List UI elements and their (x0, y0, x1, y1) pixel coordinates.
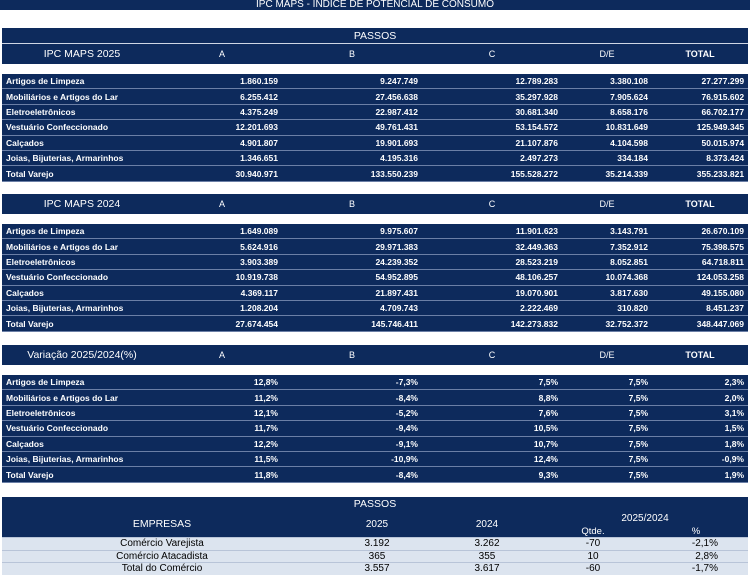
value-2025: 3.557 (322, 563, 432, 575)
cell-b: 133.550.239 (282, 166, 422, 181)
cell-c: 12,4% (422, 451, 562, 466)
cell-a: 1.208.204 (162, 300, 282, 315)
company-label: Comércio Varejista (2, 538, 322, 551)
row-label: Vestuário Confeccionado (2, 120, 162, 135)
cell-total: 66.702.177 (652, 104, 748, 119)
cell-b: 21.897.431 (282, 285, 422, 300)
cell-de: 310.820 (562, 300, 652, 315)
cell-a: 12.201.693 (162, 120, 282, 135)
total-row (2, 166, 748, 181)
cell-de: 32.752.372 (562, 316, 652, 331)
cell-c: 19.070.901 (422, 285, 562, 300)
cell-de: 3.817.630 (562, 285, 652, 300)
total-row (2, 316, 748, 331)
table-row (2, 74, 748, 89)
cell-c: 48.106.257 (422, 270, 562, 285)
cell-de: 7,5% (562, 467, 652, 482)
cell-b: 29.971.383 (282, 239, 422, 254)
row-label: Joias, Bijuterias, Armarinhos (2, 451, 162, 466)
cell-a: 11,2% (162, 390, 282, 405)
cell-a: 1.346.651 (162, 150, 282, 165)
empresas-header: EMPRESAS (2, 511, 322, 538)
cell-c: 28.523.219 (422, 254, 562, 269)
cell-a: 11,5% (162, 451, 282, 466)
cell-c: 7,6% (422, 405, 562, 420)
table-title: IPC MAPS 2024 (2, 194, 162, 214)
cell-b: -9,4% (282, 421, 422, 436)
value-qtde: -60 (542, 563, 644, 575)
cell-total: 76.915.602 (652, 89, 748, 104)
col-header-c: C (422, 44, 562, 64)
cell-c: 2.497.273 (422, 150, 562, 165)
cell-c: 7,5% (422, 375, 562, 390)
cell-c: 155.528.272 (422, 166, 562, 181)
cell-a: 1.860.159 (162, 74, 282, 89)
cell-a: 11,8% (162, 467, 282, 482)
table-row (2, 150, 748, 165)
table-row (2, 104, 748, 119)
table-row (2, 421, 748, 436)
variation-table (2, 345, 748, 483)
spacer (2, 365, 748, 376)
variation-header: 2025/2024 (542, 511, 748, 525)
cell-total: 75.398.575 (652, 239, 748, 254)
cell-de: 8.658.176 (562, 104, 652, 119)
cell-a: 12,2% (162, 436, 282, 451)
value-pct: 2,8% (644, 550, 748, 563)
table-row (2, 300, 748, 315)
year-2024-header: 2024 (432, 511, 542, 538)
cell-b: -9,1% (282, 436, 422, 451)
cell-de: 7,5% (562, 390, 652, 405)
cell-de: 7,5% (562, 405, 652, 420)
cell-c: 10,5% (422, 421, 562, 436)
cell-total: 1,5% (652, 421, 748, 436)
cell-c: 30.681.340 (422, 104, 562, 119)
cell-de: 7.352.912 (562, 239, 652, 254)
cell-total: 27.277.299 (652, 74, 748, 89)
value-2025: 365 (322, 550, 432, 563)
cell-b: -5,2% (282, 405, 422, 420)
cell-total: 8.451.237 (652, 300, 748, 315)
total-row (2, 467, 748, 482)
cell-de: 7,5% (562, 451, 652, 466)
cell-a: 27.674.454 (162, 316, 282, 331)
row-label: Calçados (2, 135, 162, 150)
row-label: Eletroeletrônicos (2, 104, 162, 119)
col-header-c: C (422, 345, 562, 365)
company-row (2, 563, 748, 575)
row-label: Eletroeletrônicos (2, 254, 162, 269)
table-title: IPC MAPS 2025 (2, 44, 162, 64)
cell-total: 348.447.069 (652, 316, 748, 331)
row-label: Joias, Bijuterias, Armarinhos (2, 150, 162, 165)
cell-b: 27.456.638 (282, 89, 422, 104)
cell-c: 21.107.876 (422, 135, 562, 150)
cell-b: 24.239.352 (282, 254, 422, 269)
cell-b: 9.975.607 (282, 224, 422, 239)
col-header-total: TOTAL (652, 194, 748, 214)
row-label: Total Varejo (2, 316, 162, 331)
cell-a: 3.903.389 (162, 254, 282, 269)
cell-a: 11,7% (162, 421, 282, 436)
cell-total: -0,9% (652, 451, 748, 466)
col-header-a: A (162, 345, 282, 365)
value-2024: 3.262 (432, 538, 542, 551)
col-header-c: C (422, 194, 562, 214)
value-qtde: 10 (542, 550, 644, 563)
cell-total: 355.233.821 (652, 166, 748, 181)
col-header-a: A (162, 194, 282, 214)
cell-total: 3,1% (652, 405, 748, 420)
table-row (2, 436, 748, 451)
value-2025: 3.192 (322, 538, 432, 551)
company-row (2, 550, 748, 563)
cell-de: 3.143.791 (562, 224, 652, 239)
col-header-total: TOTAL (652, 345, 748, 365)
passos-header: PASSOS (2, 28, 748, 44)
table-row (2, 390, 748, 405)
cell-c: 11.901.623 (422, 224, 562, 239)
table-row (2, 224, 748, 239)
cell-a: 12,1% (162, 405, 282, 420)
cell-a: 4.369.117 (162, 285, 282, 300)
col-header-de: D/E (562, 194, 652, 214)
table-row (2, 405, 748, 420)
table-row (2, 270, 748, 285)
cell-b: 54.952.895 (282, 270, 422, 285)
table-row (2, 89, 748, 104)
cell-total: 1,8% (652, 436, 748, 451)
passos-header: PASSOS (2, 497, 748, 511)
cell-total: 49.155.080 (652, 285, 748, 300)
cell-a: 30.940.971 (162, 166, 282, 181)
company-label: Comércio Atacadista (2, 550, 322, 563)
company-label: Total do Comércio (2, 563, 322, 575)
table-row (2, 375, 748, 390)
row-label: Joias, Bijuterias, Armarinhos (2, 300, 162, 315)
row-label: Mobiliários e Artigos do Lar (2, 239, 162, 254)
cell-de: 3.380.108 (562, 74, 652, 89)
table-row (2, 239, 748, 254)
col-header-de: D/E (562, 44, 652, 64)
cell-c: 53.154.572 (422, 120, 562, 135)
cell-a: 12,8% (162, 375, 282, 390)
row-label: Vestuário Confeccionado (2, 270, 162, 285)
cell-total: 8.373.424 (652, 150, 748, 165)
cell-b: 4.195.316 (282, 150, 422, 165)
cell-de: 10.831.649 (562, 120, 652, 135)
value-2024: 355 (432, 550, 542, 563)
value-2024: 3.617 (432, 563, 542, 575)
cell-de: 334.184 (562, 150, 652, 165)
cell-b: 19.901.693 (282, 135, 422, 150)
row-label: Total Varejo (2, 467, 162, 482)
col-header-b: B (282, 194, 422, 214)
cell-total: 64.718.811 (652, 254, 748, 269)
qtde-header: Qtde. (542, 525, 644, 538)
cell-c: 10,7% (422, 436, 562, 451)
value-qtde: -70 (542, 538, 644, 551)
cell-c: 8,8% (422, 390, 562, 405)
cell-c: 2.222.469 (422, 300, 562, 315)
company-row (2, 538, 748, 551)
cell-a: 4.901.807 (162, 135, 282, 150)
cell-b: 4.709.743 (282, 300, 422, 315)
year-2025-header: 2025 (322, 511, 432, 538)
cell-total: 125.949.345 (652, 120, 748, 135)
col-header-total: TOTAL (652, 44, 748, 64)
cell-b: -8,4% (282, 390, 422, 405)
row-label: Artigos de Limpeza (2, 224, 162, 239)
cell-total: 2,0% (652, 390, 748, 405)
col-header-b: B (282, 44, 422, 64)
page-title: IPC MAPS - ÍNDICE DE POTENCIAL DE CONSUMO (0, 0, 750, 10)
row-label: Calçados (2, 285, 162, 300)
row-label: Mobiliários e Artigos do Lar (2, 390, 162, 405)
cell-total: 26.670.109 (652, 224, 748, 239)
cell-de: 35.214.339 (562, 166, 652, 181)
table-title: Variação 2025/2024(%) (2, 345, 162, 365)
cell-de: 7,5% (562, 436, 652, 451)
row-label: Total Varejo (2, 166, 162, 181)
cell-a: 6.255.412 (162, 89, 282, 104)
cell-total: 2,3% (652, 375, 748, 390)
cell-c: 12.789.283 (422, 74, 562, 89)
row-label: Eletroeletrônicos (2, 405, 162, 420)
ipc-2025-table (2, 28, 748, 182)
row-label: Vestuário Confeccionado (2, 421, 162, 436)
cell-a: 4.375.249 (162, 104, 282, 119)
cell-b: 145.746.411 (282, 316, 422, 331)
row-label: Mobiliários e Artigos do Lar (2, 89, 162, 104)
cell-b: -10,9% (282, 451, 422, 466)
col-header-a: A (162, 44, 282, 64)
cell-a: 1.649.089 (162, 224, 282, 239)
cell-de: 7,5% (562, 375, 652, 390)
value-pct: -2,1% (644, 538, 748, 551)
cell-c: 142.273.832 (422, 316, 562, 331)
col-header-b: B (282, 345, 422, 365)
companies-table (2, 497, 748, 575)
table-row (2, 135, 748, 150)
value-pct: -1,7% (644, 563, 748, 575)
cell-b: 49.761.431 (282, 120, 422, 135)
row-label: Artigos de Limpeza (2, 74, 162, 89)
table-row (2, 285, 748, 300)
cell-total: 1,9% (652, 467, 748, 482)
cell-b: -7,3% (282, 375, 422, 390)
cell-a: 5.624.916 (162, 239, 282, 254)
cell-a: 10.919.738 (162, 270, 282, 285)
cell-de: 10.074.368 (562, 270, 652, 285)
col-header-de: D/E (562, 345, 652, 365)
cell-de: 8.052.851 (562, 254, 652, 269)
cell-c: 35.297.928 (422, 89, 562, 104)
cell-b: 22.987.412 (282, 104, 422, 119)
table-row (2, 120, 748, 135)
cell-total: 124.053.258 (652, 270, 748, 285)
spacer (2, 64, 748, 75)
spacer (2, 214, 748, 225)
cell-b: 9.247.749 (282, 74, 422, 89)
cell-de: 7.905.624 (562, 89, 652, 104)
cell-de: 4.104.598 (562, 135, 652, 150)
table-row (2, 451, 748, 466)
row-label: Artigos de Limpeza (2, 375, 162, 390)
table-row (2, 254, 748, 269)
cell-c: 32.449.363 (422, 239, 562, 254)
cell-total: 50.015.974 (652, 135, 748, 150)
pct-header: % (644, 525, 748, 538)
cell-de: 7,5% (562, 421, 652, 436)
row-label: Calçados (2, 436, 162, 451)
cell-c: 9,3% (422, 467, 562, 482)
cell-b: -8,4% (282, 467, 422, 482)
ipc-2024-table (2, 194, 748, 332)
